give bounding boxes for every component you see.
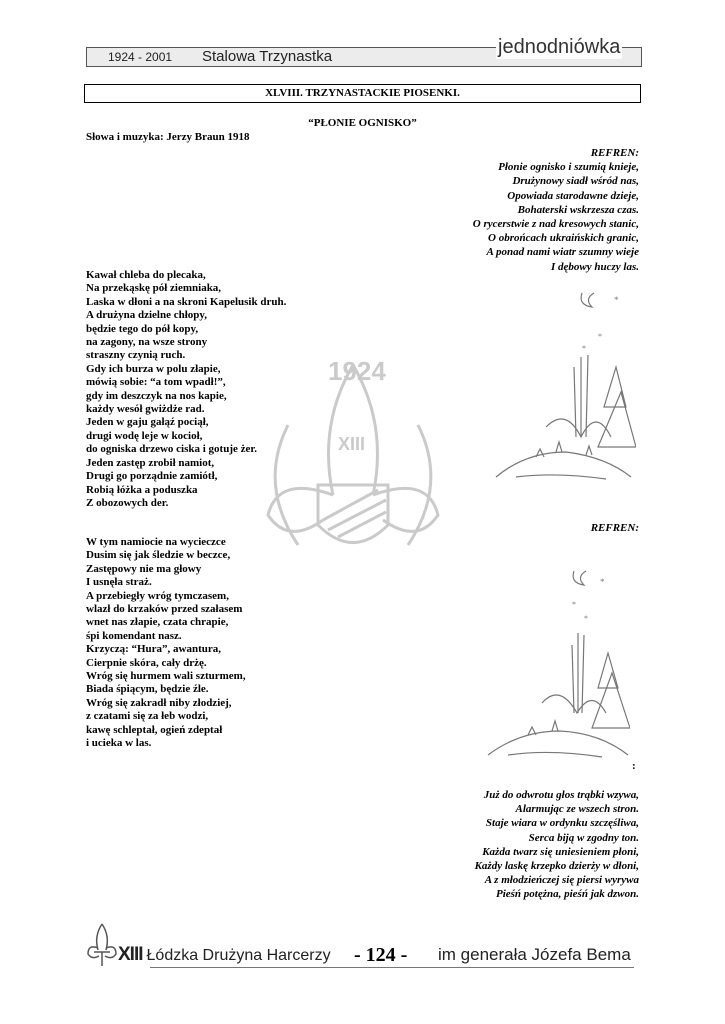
verse-line: W tym namiocie na wycieczce — [86, 536, 226, 548]
refrain-line: Bohaterski wskrzesza czas. — [517, 203, 639, 216]
footer-unit — [118, 944, 331, 966]
stanza-line: Staje wiara w ordynku szczęśliwa, — [485, 817, 639, 830]
svg-text:*: * — [598, 332, 602, 341]
verse-line: drugi wodę leje w kocioł, — [86, 429, 203, 442]
stanza-line: Już do odwrotu głos trąbki wzywa, — [483, 789, 639, 801]
verse-line: gdy im deszczyk na nos kapie, — [86, 389, 227, 402]
footer-unit-name: Łódzka Drużyna Harcerzy — [146, 947, 331, 964]
verse-line: Laska w dłoni a na skroni Kapelusik druh. — [86, 295, 287, 308]
header-years: 1924 - 2001 — [108, 50, 173, 64]
refrain-line: A ponad nami wiatr szumny wieje — [486, 246, 639, 259]
song-title: “PŁONIE OGNISKO” — [308, 117, 417, 129]
footer-unit-numeral: XIII — [118, 944, 143, 965]
verse-line: do ogniska drzewo ciska i gotuje żer. — [86, 443, 258, 456]
verse-line: I usnęła straż. — [86, 576, 152, 589]
refrain-line: Opowiada starodawne dzieje, — [507, 189, 639, 202]
verse-line: Jeden w gaju gałąź pociął, — [86, 416, 209, 429]
verse-line: Kawał chleba do plecaka, — [86, 269, 206, 281]
section-heading: XLVIII. TRZYNASTACKIE PIOSENKI. — [84, 84, 641, 103]
stanza-line: Pieśń potężna, pieśń jak dzwon. — [495, 888, 639, 901]
moon-icon — [581, 293, 594, 307]
verse-line: Wróg się zakradł niby złodziej, — [86, 696, 232, 709]
refrain-line: O rycerstwie z nad kresowych stanic, — [472, 218, 639, 231]
fleur-de-lis-icon — [84, 920, 120, 970]
stanza-line: Każdy laskę krzepko dzierży w dłoni, — [474, 860, 639, 873]
svg-text:*: * — [600, 577, 605, 587]
footer-rule — [150, 967, 634, 968]
refrain-line: Płonie ognisko i szumią knieje, — [498, 161, 639, 174]
verse-line: Jeden zastęp zrobił namiot, — [86, 456, 215, 469]
stanza-line: Każda twarz się uniesieniem płoni, — [482, 845, 639, 858]
stanza-line: A z młodzieńczej się piersi wyrywa — [484, 874, 639, 887]
stanza-line: Serca biją w zgodny ton. — [528, 831, 639, 844]
verse-line: Zastępowy nie ma głowy — [86, 562, 202, 575]
verse-line: Cierpnie skóra, cały drżę. — [86, 656, 207, 669]
campfire-illustration — [480, 563, 630, 763]
verse-line: śpi komendant nasz. — [86, 629, 182, 642]
svg-text:*: * — [614, 295, 619, 305]
stanza-line: Alarmując ze wszech stron. — [515, 803, 639, 816]
verse-line: Gdy ich burza w polu złapie, — [86, 362, 221, 375]
verse-line: Krzyczą: “Hura”, awantura, — [86, 643, 222, 656]
svg-text:*: * — [582, 344, 586, 353]
verse-1 — [86, 269, 286, 510]
verse-line: i ucieka w las. — [86, 737, 152, 750]
verse-line: A drużyna dzielne chłopy, — [86, 309, 208, 322]
verse-line: kawę schleptał, ogień zdeptał — [86, 723, 223, 736]
header-title: Stalowa Trzynastka — [202, 48, 333, 65]
verse-line: Dusim się jak śledzie w beczce, — [86, 549, 231, 562]
svg-text:*: * — [584, 614, 588, 623]
refrain-line: Drużynowy siadł wśród nas, — [512, 175, 639, 188]
verse-line: z czatami się za łeb wodzi, — [86, 710, 209, 723]
watermark-numeral: XIII — [338, 434, 366, 454]
verse-line: straszny czynią ruch. — [86, 349, 186, 362]
refrain-heading: REFREN: — [590, 147, 639, 159]
verse-line: wnet nas złapie, czata chrapie, — [86, 616, 229, 629]
campfire-illustration — [486, 287, 636, 487]
verse-line: każdy wesół gwiżdże rad. — [86, 403, 205, 416]
svg-text:*: * — [572, 600, 576, 609]
verse-line: będzie tego do pół kopy, — [86, 322, 199, 335]
refrain-label: REFREN: — [590, 522, 639, 534]
verse-line: A przebiegły wróg tymczasem, — [86, 589, 229, 602]
header-publication-type: jednodniówka — [498, 36, 621, 58]
footer-patron: im generała Józefa Bema — [438, 945, 631, 964]
final-stanza — [475, 788, 639, 902]
watermark-year: 1924 — [328, 356, 386, 386]
song-credits: Słowa i muzyka: Jerzy Braun 1918 — [86, 131, 250, 143]
moon-icon — [573, 571, 586, 585]
colon-mark: : — [632, 760, 636, 772]
verse-line: Wróg się hurmem wali szturmem, — [86, 670, 246, 683]
refrain-block — [473, 146, 639, 274]
verse-line: Z obozowych der. — [86, 496, 169, 509]
verse-2 — [86, 536, 246, 751]
verse-line: Drugi go porządnie zamiótł, — [86, 470, 218, 483]
verse-line: Na przekąskę pół ziemniaka, — [86, 282, 222, 295]
verse-line: na zagony, na wsze strony — [86, 336, 208, 349]
refrain-line: I dębowy huczy las. — [551, 260, 639, 273]
refrain-line: O obrońcach ukraińskich granic, — [488, 232, 639, 245]
verse-line: Robią łóżka a poduszka — [86, 483, 198, 496]
verse-line: mówią sobie: “a tom wpadł!”, — [86, 376, 226, 389]
verse-line: wlazł do krzaków przed szałasem — [86, 603, 243, 616]
page-number: - 124 - — [354, 944, 408, 966]
verse-line: Biada śpiącym, będzie źle. — [86, 683, 209, 696]
